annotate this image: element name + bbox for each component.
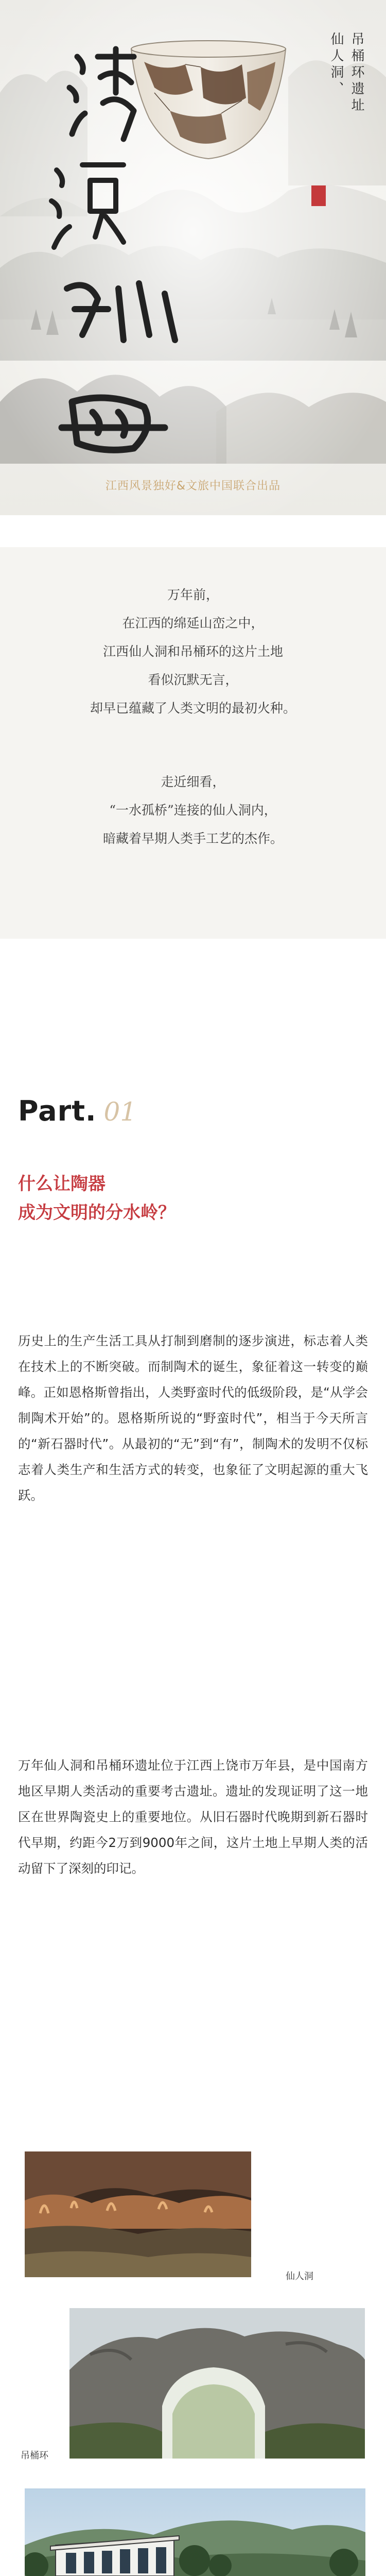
hero-banner	[0, 0, 386, 515]
poem-line: 万年前，	[167, 587, 219, 602]
poem-stanza-2	[0, 768, 386, 853]
part-prefix: Part.	[18, 1095, 97, 1127]
part-number: 01	[103, 1097, 137, 1127]
hero-credit: 江西风景独好&文旅中国联合出品	[105, 480, 281, 493]
hero-subtitle-line-2: 吊桶环遗址	[349, 32, 364, 114]
poem-line: 却早已蕴藏了人类文明的最初火种。	[90, 701, 296, 716]
cave-photo	[25, 2151, 251, 2277]
hero-subtitle-line-1: 仙人洞、	[328, 32, 344, 98]
seal-stamp	[311, 185, 326, 206]
arch-photo	[69, 2308, 365, 2459]
poem-line: 江西仙人洞和吊桶环的这片土地	[102, 644, 283, 659]
heading-line-1: 什么让陶器	[18, 1174, 106, 1194]
poem-line: 看似沉默无言，	[148, 672, 238, 687]
heading-line-2: 成为文明的分水岭？	[18, 1202, 176, 1223]
poem-line: 走近细看，	[161, 774, 225, 789]
body-paragraph-2: 万年仙人洞和吊桶环遗址位于江西上饶市万年县，是中国南方地区早期人类活动的重要考古遗址。遗址的发现证明了这一地区在世界陶瓷史上的重要地位。从旧石器时代晚期到新石器时代早期，约距今2万到9000年之间，这片土地上早期人类的活动留下了深刻的印记。	[18, 1758, 368, 1876]
poem-line: “一水孤桥”连接的仙人洞内，	[109, 803, 277, 818]
poem-stanza-1	[0, 581, 386, 722]
museum-photo	[25, 2488, 365, 2576]
poem-line: 在江西的绵延山峦之中，	[122, 616, 264, 631]
poem-line: 暗藏着早期人类手工艺的杰作。	[102, 831, 283, 846]
photo-caption-arch: 吊桶环	[21, 2450, 48, 2461]
intro-poem	[0, 547, 386, 939]
body-paragraph-1: 历史上的生产生活工具从打制到磨制的逐步演进，标志着人类在技术上的不断突破。而制陶术的诞生，象征着这一转变的巅峰。正如恩格斯曾指出，人类野蛮时代的低级阶段，是“从学会制陶术开始”的。恩格斯所说的“野蛮时代”，相当于今天所言的“新石器时代”。从最初的“无”到“有”，制陶术的发明不仅标志着人类生产和生活方式的转变，也象征了文明起源的重大飞跃。	[18, 1333, 368, 1503]
section-heading	[18, 1170, 176, 1227]
photo-caption-cave: 仙人洞	[286, 2271, 313, 2282]
part-label	[18, 1095, 136, 1131]
